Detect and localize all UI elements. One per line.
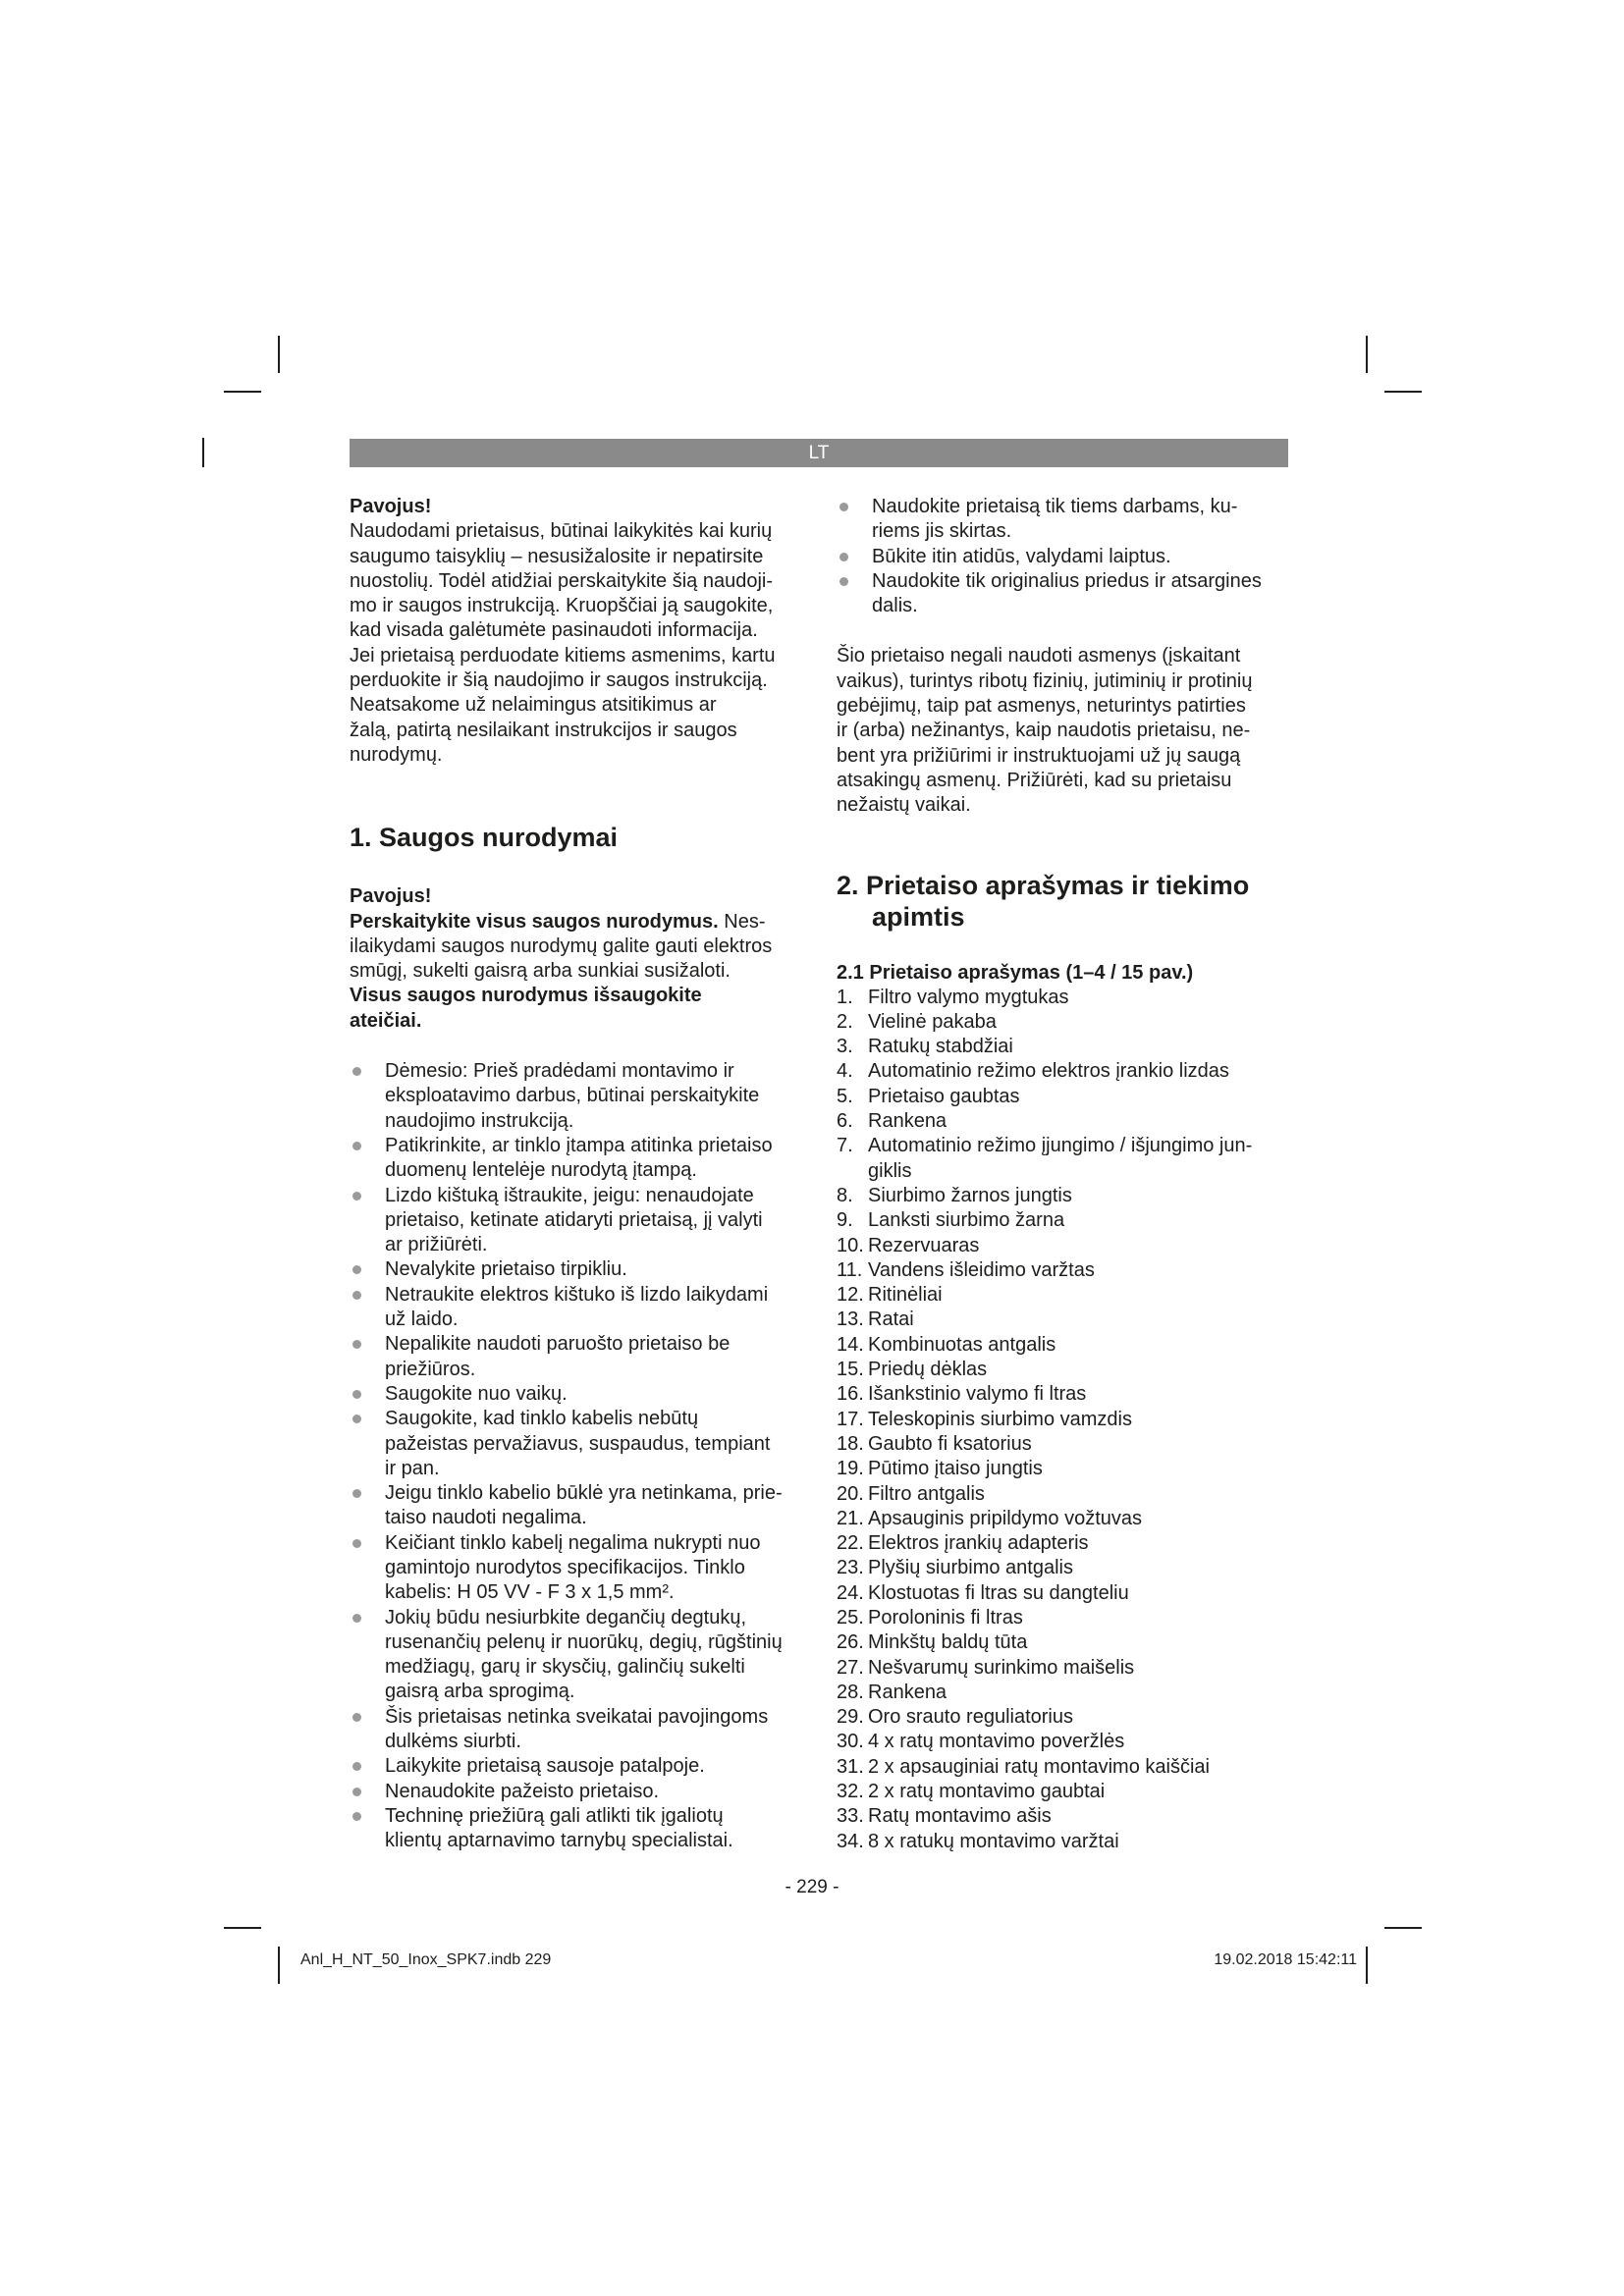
list-item — [837, 1830, 1288, 1854]
item-label: Vandens išleidimo varžtas — [868, 1258, 1095, 1281]
text-line: Nenaudokite pažeisto prietaiso. — [385, 1780, 660, 1802]
list-item — [837, 1308, 1288, 1332]
bullet-icon — [352, 1539, 361, 1548]
text-line: Nevalykite prietaiso tirpikliu. — [385, 1258, 627, 1281]
list-item — [837, 1681, 1288, 1705]
item-number: 22. — [837, 1532, 864, 1555]
item-label: 2 x apsauginiai ratų montavimo kaiščiai — [868, 1755, 1210, 1778]
list-item — [837, 1382, 1288, 1407]
item-number: 6. — [837, 1110, 853, 1133]
list-item — [350, 1257, 793, 1282]
item-number: 27. — [837, 1656, 864, 1679]
item-number: 10. — [837, 1234, 864, 1256]
item-number: 16. — [837, 1383, 864, 1406]
item-label: Lanksti siurbimo žarna — [868, 1209, 1065, 1232]
text-line: Laikykite prietaisą sausoje patalpoje. — [385, 1755, 705, 1778]
item-label: Prietaiso gaubtas — [868, 1085, 1020, 1107]
item-number: 15. — [837, 1359, 864, 1381]
item-label: 8 x ratukų montavimo varžtai — [868, 1830, 1119, 1852]
list-item — [837, 1109, 1288, 1134]
text-line: Netraukite elektros kištuko iš lizdo laikydami — [385, 1283, 769, 1306]
warning-bold-line: Visus saugos nurodymus išsaugokite — [350, 985, 702, 1007]
text-line: Naudokite prietaisą tik tiems darbams, ku- — [872, 496, 1238, 517]
item-number: 20. — [837, 1482, 864, 1505]
warning-line — [350, 910, 793, 934]
item-label: Rezervuaras — [868, 1234, 980, 1256]
text-line: prietaiso, ketinate atidaryti prietaisą, jį valyti — [385, 1208, 763, 1231]
text-line: smūgį, sukelti gaisrą arba sunkiai susižaloti. — [350, 960, 731, 983]
warning-title: Pavojus! — [350, 885, 432, 908]
list-item — [837, 569, 1288, 619]
crop-mark — [1384, 1927, 1422, 1929]
warning-text: Nes- — [718, 910, 766, 933]
item-label: Minkštų baldų tūta — [868, 1631, 1028, 1654]
item-label: Siurbimo žarnos jungtis — [868, 1184, 1072, 1206]
item-label: Vielinė pakaba — [868, 1010, 997, 1033]
text-line: ilaikydami saugos nurodymų galite gauti elektros — [350, 934, 773, 957]
subsection-2-1-heading: 2.1 Prietaiso aprašymas (1–4 / 15 pav.) — [837, 961, 1194, 984]
text-line: už laido. — [385, 1308, 459, 1331]
text-line: saugumo taisyklių – nesusižalosite ir nepatirsite — [350, 545, 764, 567]
text-line: Saugokite, kad tinklo kabelis nebūtų — [385, 1408, 699, 1430]
item-number: 14. — [837, 1333, 864, 1356]
bullet-icon — [352, 1415, 361, 1423]
text-line: ar prižiūrėti. — [385, 1234, 488, 1256]
item-number: 29. — [837, 1706, 864, 1729]
text-line: Patikrinkite, ar tinklo įtampa atitinka prietaiso — [385, 1134, 773, 1156]
list-item — [350, 1283, 793, 1333]
item-number: 13. — [837, 1308, 864, 1331]
list-item — [837, 1010, 1288, 1035]
text-line: kad visada galėtumėte pasinaudoti informacija. — [350, 619, 758, 642]
text-line: Keičiant tinklo kabelį negalima nukrypti nuo — [385, 1531, 761, 1554]
text-line: Jeigu tinklo kabelio būklė yra netinkama, prie- — [385, 1482, 783, 1505]
item-number: 9. — [837, 1209, 853, 1232]
list-item — [837, 495, 1288, 545]
list-item — [837, 1581, 1288, 1606]
list-item — [837, 1035, 1288, 1059]
text-line: ir (arba) nežinantys, kaip naudotis prietaisu, ne- — [837, 720, 1251, 742]
language-header-bar — [350, 439, 1288, 467]
crop-mark — [224, 391, 261, 393]
section-2-heading — [837, 870, 1288, 933]
item-number: 12. — [837, 1284, 864, 1307]
text-line: Lizdo kištuką ištraukite, jeigu: nenaudojate — [385, 1184, 754, 1206]
item-number: 33. — [837, 1805, 864, 1828]
text-line: Naudodami prietaisus, būtinai laikykitės kai kurių — [350, 520, 773, 543]
list-item — [837, 1705, 1288, 1730]
text-line: žalą, patirtą nesilaikant instrukcijos ir saugos — [350, 719, 737, 741]
item-number: 11. — [837, 1258, 863, 1281]
bullet-icon — [352, 1390, 361, 1399]
list-item — [837, 1283, 1288, 1308]
text-line: gaisrą arba sprogimą. — [385, 1681, 575, 1703]
item-label: Kombinuotas antgalis — [868, 1333, 1056, 1356]
heading-line: 2. Prietaiso aprašymas ir tiekimo — [837, 870, 1250, 900]
text-line: Dėmesio: Prieš pradėdami montavimo ir — [385, 1060, 734, 1083]
item-label: 4 x ratų montavimo poveržlės — [868, 1731, 1125, 1753]
text-line: mo ir saugos instrukciją. Kruopščiai ją saugokite, — [350, 595, 774, 617]
text-line: Jokių būdu nesiurbkite degančių degtukų, — [385, 1606, 747, 1629]
usage-bullet-list — [837, 495, 1288, 618]
heading-line: apimtis — [872, 901, 965, 932]
item-label: Porolоninis fi ltras — [868, 1606, 1023, 1629]
item-number: 1. — [837, 986, 853, 1008]
list-item — [837, 1606, 1288, 1630]
bullet-icon — [352, 1340, 361, 1349]
list-item — [837, 1730, 1288, 1754]
item-number: 26. — [837, 1631, 864, 1654]
text-line: Nepalikite naudoti paruošto prietaiso be — [385, 1333, 731, 1356]
item-label: Rankena — [868, 1110, 947, 1133]
list-item — [837, 1457, 1288, 1481]
item-number: 17. — [837, 1408, 864, 1430]
crop-mark — [278, 336, 280, 373]
text-line: atsakingų asmenų. Prižiūrėti, kad su prietaisu — [837, 769, 1232, 791]
item-label: Ratai — [868, 1308, 914, 1331]
item-number: 8. — [837, 1184, 853, 1206]
item-number: 7. — [837, 1135, 853, 1157]
text-line: pažeistas pervažiavus, suspaudus, tempiant — [385, 1432, 771, 1455]
text-line: vaikus), turintys ribotų fizinių, jutiminių ir protinių — [837, 669, 1253, 692]
bullet-icon — [352, 1713, 361, 1722]
list-item — [837, 1780, 1288, 1804]
list-item — [837, 1184, 1288, 1208]
item-label: Klostuotas fi ltras su dangteliu — [868, 1581, 1129, 1604]
item-number: 32. — [837, 1781, 864, 1803]
text-line: nuostolių. Todėl atidžiai perskaitykite šią naudoji- — [350, 569, 773, 592]
list-item — [837, 1656, 1288, 1681]
warning-bold-line: ateičiai. — [350, 1009, 422, 1032]
list-item — [350, 1134, 793, 1184]
item-label: Apsauginis pripildymo vožtuvas — [868, 1507, 1143, 1529]
text-line: gamintojo nurodytos specifikacijos. Tinklo — [385, 1556, 745, 1578]
list-item — [350, 1705, 793, 1755]
item-label: Plyšių siurbimo antgalis — [868, 1557, 1073, 1579]
text-line: nurodymų. — [350, 743, 443, 766]
list-item — [350, 1804, 793, 1854]
list-item — [837, 1134, 1288, 1184]
crop-mark — [202, 438, 204, 467]
list-item — [837, 1804, 1288, 1829]
text-line: eksploatavimo darbus, būtinai perskaitykite — [385, 1085, 760, 1107]
item-number: 30. — [837, 1731, 864, 1753]
bullet-icon — [352, 1067, 361, 1076]
list-item — [837, 1408, 1288, 1432]
children-paragraph — [837, 644, 1288, 818]
item-number: 4. — [837, 1060, 853, 1083]
list-item — [837, 1630, 1288, 1655]
item-label: Filtro antgalis — [868, 1482, 985, 1505]
section-1-heading: 1. Saugos nurodymai — [350, 823, 619, 853]
item-number: 19. — [837, 1458, 864, 1480]
list-item — [837, 1432, 1288, 1457]
footer-timestamp: 19.02.2018 15:42:11 — [1214, 1951, 1357, 1968]
bullet-icon — [839, 553, 848, 561]
bullet-icon — [352, 1762, 361, 1771]
item-label: Ratų montavimo ašis — [868, 1805, 1052, 1828]
item-label: Nešvarumų surinkimo maišelis — [868, 1656, 1135, 1679]
text-line: Saugokite nuo vaikų. — [385, 1382, 568, 1405]
language-label: LT — [808, 443, 830, 463]
text-line: gebėjimų, taip pat asmenys, neturintys patirties — [837, 695, 1246, 718]
list-item — [837, 1531, 1288, 1556]
item-label: Ratukų stabdžiai — [868, 1036, 1013, 1058]
text-line: bent yra prižiūrimi ir instruktuojami už jų saugą — [837, 744, 1241, 767]
text-line: perduokite ir šią naudojimo ir saugos instrukciją. — [350, 669, 768, 692]
list-item — [837, 1755, 1288, 1780]
list-item — [350, 1780, 793, 1804]
text-line: Jei prietaisą perduodate kitiems asmenims, kartu — [350, 644, 776, 667]
item-label: Automatinio režimo elektros įrankio lizdas — [868, 1060, 1229, 1083]
list-item — [837, 1333, 1288, 1358]
bullet-icon — [352, 1265, 361, 1274]
text-line: rusenančių pelenų ir nuorūkų, degių, rūgštinių — [385, 1630, 783, 1653]
text-line: medžiagų, garų ir skysčių, galinčių sukelti — [385, 1656, 745, 1679]
text-line: Neatsakome už nelaimingus atsitikimus ar — [350, 694, 717, 717]
text-line: Būkite itin atidūs, valydami laiptus. — [872, 545, 1171, 567]
list-item — [837, 986, 1288, 1010]
list-item — [350, 1332, 793, 1382]
bullet-icon — [352, 1192, 361, 1201]
list-item — [837, 1059, 1288, 1084]
item-label: Oro srauto reguliatorius — [868, 1706, 1073, 1729]
item-label: Teleskopinis siurbimo vamzdis — [868, 1408, 1132, 1430]
text-line: dalis. — [872, 595, 918, 617]
item-label: Ritinėliai — [868, 1284, 943, 1307]
text-line: kabelis: H 05 VV - F 3 x 1,5 mm². — [385, 1581, 675, 1604]
text-line: duomenų lentelėje nurodytą įtampą. — [385, 1159, 697, 1182]
list-item — [837, 1258, 1288, 1283]
item-number: 5. — [837, 1085, 853, 1107]
bullet-icon — [352, 1788, 361, 1796]
bullet-icon — [839, 503, 848, 511]
list-item — [350, 1407, 793, 1481]
list-item — [350, 1059, 793, 1134]
crop-mark — [1366, 1947, 1368, 1984]
item-number: 28. — [837, 1681, 864, 1703]
text-line: klientų aptarnavimo tarnybų specialistai. — [385, 1830, 733, 1852]
item-label: Gaubto fi ksatorius — [868, 1432, 1032, 1455]
bullet-icon — [352, 1614, 361, 1623]
list-item — [837, 1085, 1288, 1109]
list-item — [837, 1482, 1288, 1507]
list-item — [350, 1184, 793, 1258]
list-item — [350, 1754, 793, 1779]
bullet-icon — [352, 1812, 361, 1821]
text-line: dulkėms siurbti. — [385, 1731, 521, 1753]
item-number: 2. — [837, 1010, 853, 1033]
text-line: Šis prietaisas netinka sveikatai pavojingoms — [385, 1705, 769, 1728]
text-line: riems jis skirtas. — [872, 520, 1012, 543]
list-item — [837, 1507, 1288, 1531]
parts-list — [837, 986, 1288, 1854]
bullet-icon — [352, 1142, 361, 1150]
item-number: 18. — [837, 1432, 864, 1455]
text-line: taiso naudoti negalima. — [385, 1507, 587, 1529]
text-line: Šio prietaiso negali naudoti asmenys (įskaitant — [837, 645, 1241, 667]
item-number: 24. — [837, 1581, 864, 1604]
text-line: nežaistų vaikai. — [837, 794, 971, 817]
safety-bullet-list — [350, 1059, 793, 1854]
footer-file-name: Anl_H_NT_50_Inox_SPK7.indb 229 — [300, 1951, 552, 1968]
item-label: Rankena — [868, 1681, 947, 1703]
right-column — [837, 495, 1288, 1854]
item-number: 21. — [837, 1507, 864, 1529]
item-label: Elektros įrankių adapteris — [868, 1532, 1089, 1555]
text-line: priežiūros. — [385, 1358, 476, 1380]
page-number: - 229 - — [785, 1877, 839, 1897]
bullet-icon — [352, 1291, 361, 1300]
text-line: naudojimo instrukciją. — [385, 1109, 574, 1132]
item-label: Automatinio režimo įjungimo / išjungimo jun- — [868, 1135, 1253, 1157]
bullet-icon — [839, 577, 848, 586]
left-column — [350, 495, 793, 1854]
warning-bold-text: Perskaitykite visus saugos nurodymus. — [350, 910, 719, 933]
crop-mark — [1366, 336, 1368, 373]
item-number: 34. — [837, 1830, 864, 1852]
list-item — [837, 1234, 1288, 1258]
item-number: 25. — [837, 1606, 864, 1629]
item-label: 2 x ratų montavimo gaubtai — [868, 1781, 1106, 1803]
item-number: 31. — [837, 1755, 864, 1778]
list-item — [837, 545, 1288, 569]
intro-title: Pavojus! — [350, 496, 432, 517]
item-label: Pūtimo įtaiso jungtis — [868, 1458, 1043, 1480]
item-label: Išankstinio valymo fi ltras — [868, 1383, 1087, 1406]
item-label: Filtro valymo mygtukas — [868, 986, 1069, 1008]
text-line: ir pan. — [385, 1457, 440, 1479]
list-item — [350, 1531, 793, 1606]
item-label: giklis — [868, 1159, 912, 1182]
list-item — [837, 1556, 1288, 1580]
item-label: Priedų dėklas — [868, 1359, 988, 1381]
text-line: Techninę priežiūrą gali atlikti tik įgalіotų — [385, 1804, 724, 1827]
list-item — [837, 1208, 1288, 1233]
item-number: 3. — [837, 1036, 853, 1058]
list-item — [350, 1382, 793, 1407]
crop-mark — [1384, 391, 1422, 393]
intro-paragraph — [350, 519, 793, 768]
list-item — [350, 1481, 793, 1531]
bullet-icon — [352, 1489, 361, 1498]
item-number: 23. — [837, 1557, 864, 1579]
crop-mark — [224, 1927, 261, 1929]
text-line: Naudokite tik originalius priedus ir atsargines — [872, 569, 1262, 592]
crop-mark — [278, 1947, 280, 1984]
list-item — [837, 1358, 1288, 1382]
list-item — [350, 1606, 793, 1705]
